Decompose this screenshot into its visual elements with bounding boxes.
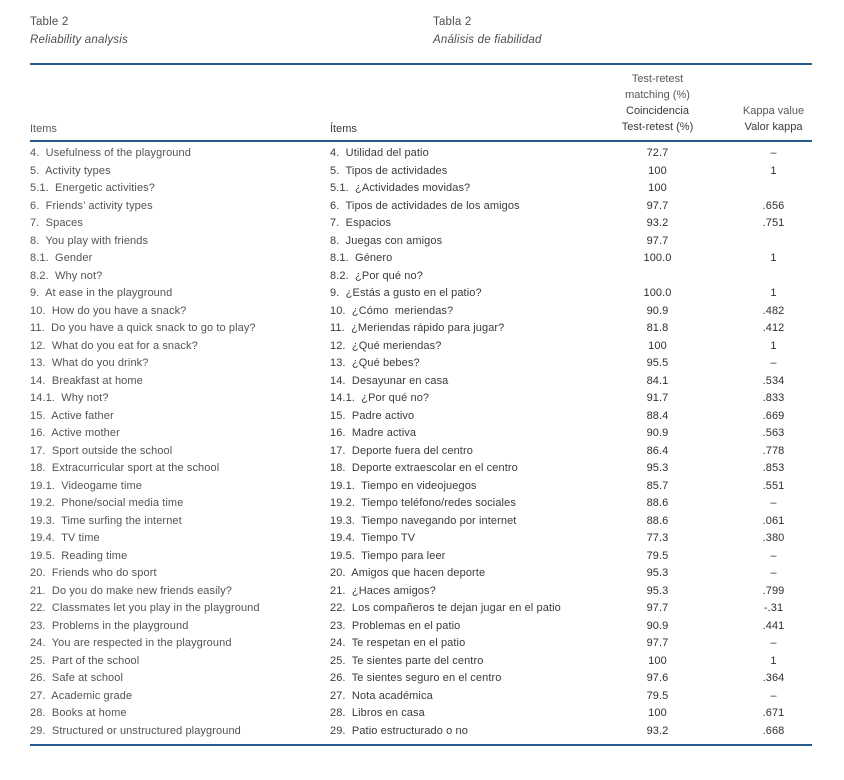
item-en-cell: 8.2. Why not? bbox=[30, 269, 103, 282]
header-kappa bbox=[735, 103, 812, 135]
kappa-value: .751 bbox=[762, 217, 785, 229]
kappa-value: – bbox=[770, 567, 777, 579]
table-row bbox=[30, 373, 812, 391]
item-es-cell: 17. Deporte fuera del centro bbox=[330, 444, 473, 457]
test-retest-value bbox=[580, 268, 735, 286]
kappa-value: .668 bbox=[762, 724, 785, 737]
item-es-cell: 20. Amigos que hacen deporte bbox=[330, 567, 486, 579]
table-row bbox=[30, 705, 812, 723]
item-en-cell: 27. Academic grade bbox=[30, 689, 133, 702]
table-number-es: Tabla 2 bbox=[433, 16, 472, 28]
kappa-value: .563 bbox=[762, 427, 785, 439]
test-retest-value: 100.0 bbox=[643, 252, 672, 264]
test-retest-value: 88.6 bbox=[646, 514, 669, 527]
item-en-cell: 11. Do you have a quick snack to go to play? bbox=[30, 322, 256, 334]
item-en-cell: 19.4. TV time bbox=[30, 532, 100, 544]
kappa-value: – bbox=[770, 689, 777, 702]
test-retest-value: 72.7 bbox=[646, 147, 669, 159]
item-en-cell: 14. Breakfast at home bbox=[30, 374, 143, 387]
table-row bbox=[30, 600, 812, 618]
item-en-cell: 19.3. Time surfing the internet bbox=[30, 514, 182, 527]
item-en-cell: 16. Active mother bbox=[30, 427, 120, 439]
kappa-value: 1 bbox=[770, 164, 777, 177]
kappa-value: 1 bbox=[770, 339, 777, 352]
item-es-cell: 7. Espacios bbox=[330, 217, 392, 229]
table-title-en: Reliability analysis bbox=[30, 34, 128, 46]
test-retest-value: 90.9 bbox=[646, 427, 669, 439]
item-en-cell: 8.1. Gender bbox=[30, 252, 93, 264]
item-es-cell: 23. Problemas en el patio bbox=[330, 619, 461, 632]
item-en-cell: 9. At ease in the playground bbox=[30, 287, 173, 299]
table-row bbox=[30, 565, 812, 583]
header-test-retest bbox=[580, 71, 735, 135]
test-retest-value: 85.7 bbox=[646, 479, 669, 492]
table-row bbox=[30, 215, 812, 233]
kappa-value: .656 bbox=[762, 199, 785, 212]
item-es-cell: 28. Libros en casa bbox=[330, 707, 425, 719]
table-row bbox=[30, 670, 812, 688]
table-caption-spanish bbox=[433, 13, 542, 49]
test-retest-value: 91.7 bbox=[646, 392, 669, 404]
kappa-value: .380 bbox=[762, 532, 785, 544]
table-title-es: Análisis de fiabilidad bbox=[433, 34, 542, 46]
kappa-value: – bbox=[770, 497, 777, 509]
kappa-value: .441 bbox=[762, 619, 785, 632]
test-retest-value: 100 bbox=[648, 707, 667, 719]
test-retest-value: 100 bbox=[648, 182, 667, 194]
item-en-cell: 5.1. Energetic activities? bbox=[30, 182, 155, 194]
kappa-value: – bbox=[770, 637, 777, 649]
table-row bbox=[30, 268, 812, 286]
table-row bbox=[30, 530, 812, 548]
kappa-value: .364 bbox=[762, 672, 785, 684]
item-en-cell: 22. Classmates let you play in the playground bbox=[30, 602, 260, 614]
test-retest-value: 100.0 bbox=[643, 287, 672, 299]
header-test-retest-line-3: Coincidencia bbox=[626, 105, 689, 117]
kappa-value: .833 bbox=[762, 392, 785, 404]
item-es-cell: 21. ¿Haces amigos? bbox=[330, 584, 436, 597]
kappa-value: – bbox=[770, 549, 777, 562]
test-retest-value: 86.4 bbox=[646, 444, 669, 457]
table-row bbox=[30, 548, 812, 566]
header-kappa-line-2: Valor kappa bbox=[744, 121, 803, 133]
test-retest-value: 95.3 bbox=[646, 462, 669, 474]
item-es-cell: 29. Patio estructurado o no bbox=[330, 724, 468, 737]
test-retest-value: 88.4 bbox=[646, 409, 669, 422]
item-es-cell: 8.2. ¿Por qué no? bbox=[330, 269, 423, 282]
item-es-cell: 13. ¿Qué bebes? bbox=[330, 357, 420, 369]
table-caption-english bbox=[30, 13, 128, 49]
table-row bbox=[30, 320, 812, 338]
item-es-cell: 8. Juegas con amigos bbox=[330, 234, 443, 247]
kappa-value: .061 bbox=[762, 514, 785, 527]
item-es-cell: 11. ¿Meriendas rápido para jugar? bbox=[330, 322, 505, 334]
item-es-cell: 19.5. Tiempo para leer bbox=[330, 549, 446, 562]
item-es-cell: 19.1. Tiempo en videojuegos bbox=[330, 479, 477, 492]
item-en-cell: 26. Safe at school bbox=[30, 672, 124, 684]
test-retest-value: 90.9 bbox=[646, 619, 669, 632]
item-es-cell: 15. Padre activo bbox=[330, 409, 415, 422]
test-retest-value: 93.2 bbox=[646, 724, 669, 737]
test-retest-value: 77.3 bbox=[646, 532, 669, 544]
test-retest-value: 100 bbox=[648, 339, 667, 352]
header-kappa-line-1: Kappa value bbox=[742, 105, 805, 117]
table-row bbox=[30, 723, 812, 741]
item-es-cell: 12. ¿Qué meriendas? bbox=[330, 339, 442, 352]
test-retest-value: 79.5 bbox=[646, 689, 669, 702]
item-en-cell: 19.1. Videogame time bbox=[30, 479, 142, 492]
table-header-row bbox=[30, 65, 812, 142]
item-es-cell: 24. Te respetan en el patio bbox=[330, 637, 466, 649]
item-en-cell: 7. Spaces bbox=[30, 217, 83, 229]
item-es-cell: 19.3. Tiempo navegando por internet bbox=[330, 514, 517, 527]
kappa-value: .853 bbox=[762, 462, 785, 474]
test-retest-value: 90.9 bbox=[646, 304, 669, 317]
kappa-value bbox=[735, 268, 812, 286]
item-en-cell: 21. Do you do make new friends easily? bbox=[30, 584, 233, 597]
table-row bbox=[30, 513, 812, 531]
item-es-cell: 25. Te sientes parte del centro bbox=[330, 654, 484, 667]
table-row bbox=[30, 653, 812, 671]
header-items-es: Ítems bbox=[330, 123, 357, 135]
item-en-cell: 10. How do you have a snack? bbox=[30, 304, 187, 317]
kappa-value: .551 bbox=[762, 479, 785, 492]
item-es-cell: 14. Desayunar en casa bbox=[330, 374, 449, 387]
table-row bbox=[30, 443, 812, 461]
item-es-cell: 14.1. ¿Por qué no? bbox=[330, 392, 430, 404]
item-es-cell: 19.4. Tiempo TV bbox=[330, 532, 416, 544]
test-retest-value: 97.7 bbox=[646, 234, 669, 247]
test-retest-value: 79.5 bbox=[646, 549, 669, 562]
reliability-table bbox=[30, 63, 812, 746]
table-row bbox=[30, 198, 812, 216]
table-body bbox=[30, 142, 812, 746]
test-retest-value: 95.5 bbox=[646, 357, 669, 369]
item-en-cell: 29. Structured or unstructured playground bbox=[30, 724, 241, 737]
item-en-cell: 24. You are respected in the playground bbox=[30, 637, 232, 649]
table-row bbox=[30, 145, 812, 163]
kappa-value: .669 bbox=[762, 409, 785, 422]
table-row bbox=[30, 338, 812, 356]
kappa-value bbox=[735, 180, 812, 198]
kappa-value bbox=[735, 233, 812, 251]
item-en-cell: 25. Part of the school bbox=[30, 654, 140, 667]
table-row bbox=[30, 285, 812, 303]
kappa-value: .534 bbox=[762, 374, 785, 387]
test-retest-value: 100 bbox=[648, 654, 667, 667]
kappa-value: .778 bbox=[762, 444, 785, 457]
item-en-cell: 14.1. Why not? bbox=[30, 392, 109, 404]
table-row bbox=[30, 688, 812, 706]
kappa-value: – bbox=[770, 357, 777, 369]
item-en-cell: 12. What do you eat for a snack? bbox=[30, 339, 198, 352]
header-items-en: Items bbox=[30, 123, 57, 135]
item-en-cell: 8. You play with friends bbox=[30, 234, 149, 247]
item-en-cell: 23. Problems in the playground bbox=[30, 619, 189, 632]
kappa-value: 1 bbox=[770, 252, 777, 264]
test-retest-value: 93.2 bbox=[646, 217, 669, 229]
kappa-value: .412 bbox=[762, 322, 785, 334]
test-retest-value: 95.3 bbox=[646, 584, 669, 597]
test-retest-value: 95.3 bbox=[646, 567, 669, 579]
item-en-cell: 6. Friends’ activity types bbox=[30, 199, 153, 212]
table-row bbox=[30, 408, 812, 426]
item-en-cell: 20. Friends who do sport bbox=[30, 567, 157, 579]
item-en-cell: 17. Sport outside the school bbox=[30, 444, 173, 457]
header-test-retest-line-1: Test-retest bbox=[631, 73, 684, 85]
header-test-retest-line-4: Test-retest (%) bbox=[621, 121, 694, 133]
item-en-cell: 28. Books at home bbox=[30, 707, 127, 719]
table-row bbox=[30, 495, 812, 513]
table-row bbox=[30, 635, 812, 653]
kappa-value: 1 bbox=[770, 654, 777, 667]
header-test-retest-line-2: matching (%) bbox=[625, 89, 690, 101]
table-row bbox=[30, 583, 812, 601]
item-es-cell: 8.1. Género bbox=[330, 252, 393, 264]
test-retest-value: 88.6 bbox=[646, 497, 669, 509]
table-row bbox=[30, 163, 812, 181]
item-es-cell: 5. Tipos de actividades bbox=[330, 164, 448, 177]
item-en-cell: 5. Activity types bbox=[30, 164, 111, 177]
item-en-cell: 4. Usefulness of the playground bbox=[30, 147, 191, 159]
table-row bbox=[30, 390, 812, 408]
table-row bbox=[30, 478, 812, 496]
item-es-cell: 22. Los compañeros te dejan jugar en el patio bbox=[330, 602, 561, 614]
table-row bbox=[30, 180, 812, 198]
item-en-cell: 15. Active father bbox=[30, 409, 114, 422]
test-retest-value: 81.8 bbox=[646, 322, 669, 334]
item-es-cell: 9. ¿Estás a gusto en el patio? bbox=[330, 287, 482, 299]
table-row bbox=[30, 303, 812, 321]
kappa-value: 1 bbox=[770, 287, 777, 299]
kappa-value: – bbox=[770, 147, 777, 159]
table-row bbox=[30, 460, 812, 478]
item-es-cell: 16. Madre activa bbox=[330, 427, 417, 439]
item-en-cell: 19.2. Phone/social media time bbox=[30, 497, 184, 509]
item-es-cell: 5.1. ¿Actividades movidas? bbox=[330, 182, 471, 194]
kappa-value: -.31 bbox=[763, 602, 784, 614]
table-row bbox=[30, 355, 812, 373]
item-es-cell: 4. Utilidad del patio bbox=[330, 147, 429, 159]
item-es-cell: 19.2. Tiempo teléfono/redes sociales bbox=[330, 497, 516, 509]
kappa-value: .799 bbox=[762, 584, 785, 597]
test-retest-value: 84.1 bbox=[646, 374, 669, 387]
item-es-cell: 10. ¿Cómo meriendas? bbox=[330, 304, 454, 317]
item-es-cell: 26. Te sientes seguro en el centro bbox=[330, 672, 502, 684]
test-retest-value: 97.7 bbox=[646, 637, 669, 649]
table-row bbox=[30, 425, 812, 443]
table-row bbox=[30, 250, 812, 268]
test-retest-value: 97.6 bbox=[646, 672, 669, 684]
item-es-cell: 6. Tipos de actividades de los amigos bbox=[330, 199, 520, 212]
test-retest-value: 97.7 bbox=[646, 602, 669, 614]
item-es-cell: 18. Deporte extraescolar en el centro bbox=[330, 462, 518, 474]
item-es-cell: 27. Nota académica bbox=[330, 689, 433, 702]
item-en-cell: 18. Extracurricular sport at the school bbox=[30, 462, 220, 474]
table-number-en: Table 2 bbox=[30, 16, 69, 28]
table-row bbox=[30, 618, 812, 636]
kappa-value: .671 bbox=[762, 707, 785, 719]
table-row bbox=[30, 233, 812, 251]
test-retest-value: 100 bbox=[648, 164, 667, 177]
test-retest-value: 97.7 bbox=[646, 199, 669, 212]
item-en-cell: 13. What do you drink? bbox=[30, 357, 149, 369]
item-en-cell: 19.5. Reading time bbox=[30, 549, 128, 562]
kappa-value: .482 bbox=[762, 304, 785, 317]
